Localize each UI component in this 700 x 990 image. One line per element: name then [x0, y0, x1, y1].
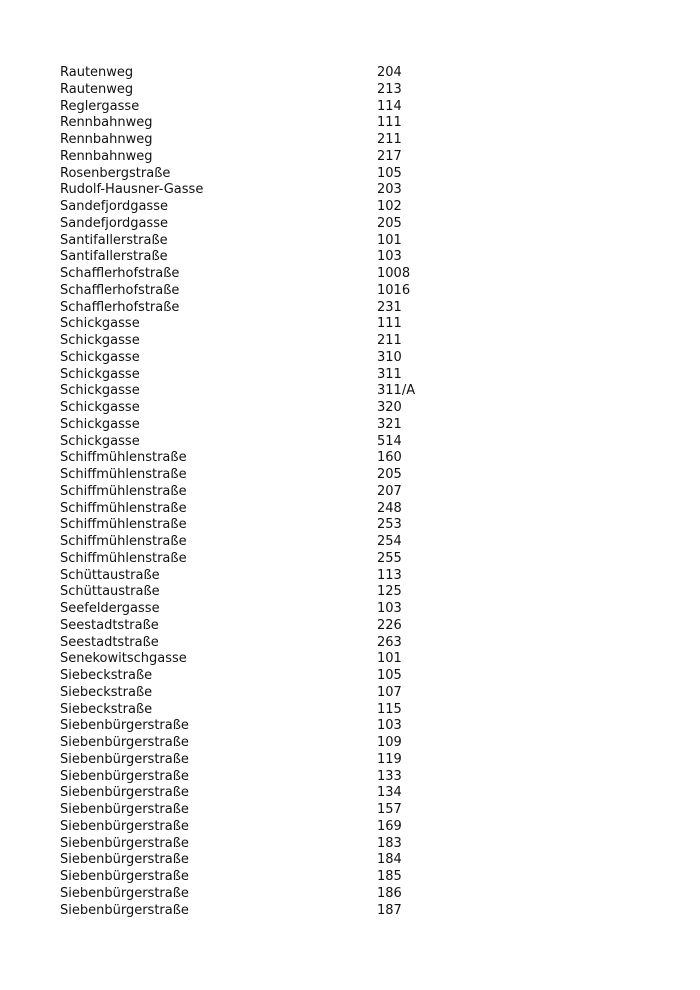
list-item	[60, 450, 660, 467]
house-number: 105	[377, 165, 402, 181]
list-item	[60, 99, 660, 116]
list-item	[60, 517, 660, 534]
house-number: 169	[377, 818, 402, 834]
street-name: Rennbahnweg	[60, 115, 153, 131]
list-item	[60, 216, 660, 233]
list-item	[60, 802, 660, 819]
street-name: Siebeckstraße	[60, 684, 153, 700]
house-number: 217	[377, 148, 402, 164]
house-number: 103	[377, 249, 402, 265]
house-number: 103	[377, 601, 402, 616]
street-name: Siebeckstraße	[60, 668, 153, 683]
street-name: Schiffmühlenstraße	[60, 483, 187, 499]
list-item	[60, 886, 660, 903]
street-name: Schafflerhofstraße	[60, 282, 180, 298]
house-number: 134	[377, 785, 402, 801]
list-item	[60, 651, 660, 668]
house-number: 119	[377, 751, 402, 767]
house-number: 113	[377, 567, 402, 583]
list-item	[60, 367, 660, 384]
list-item	[60, 601, 660, 618]
list-item	[60, 584, 660, 601]
street-name: Siebenbürgerstraße	[60, 869, 189, 884]
house-number: 109	[377, 735, 402, 750]
house-number: 211	[377, 333, 402, 348]
list-item	[60, 785, 660, 802]
list-item	[60, 551, 660, 568]
street-name: Schiffmühlenstraße	[60, 517, 187, 533]
list-item	[60, 333, 660, 350]
street-name: Siebenbürgerstraße	[60, 852, 189, 868]
house-number: 1008	[377, 266, 411, 281]
house-number: 105	[377, 668, 402, 683]
list-item	[60, 769, 660, 786]
list-item	[60, 534, 660, 551]
house-number: 321	[377, 416, 402, 432]
address-list	[60, 65, 660, 919]
street-name: Schiffmühlenstraße	[60, 534, 187, 549]
street-name: Rudolf-Hausner-Gasse	[60, 182, 204, 198]
list-item	[60, 233, 660, 250]
list-item	[60, 149, 660, 166]
list-item	[60, 735, 660, 752]
house-number: 213	[377, 81, 402, 97]
list-item	[60, 467, 660, 484]
list-item	[60, 434, 660, 451]
house-number: 160	[377, 450, 402, 466]
street-name: Schickgasse	[60, 333, 140, 348]
house-number: 102	[377, 199, 402, 214]
house-number: 103	[377, 718, 402, 734]
list-item	[60, 819, 660, 836]
street-name: Sandefjordgasse	[60, 215, 168, 231]
street-name: Schiffmühlenstraße	[60, 550, 187, 566]
list-item	[60, 383, 660, 400]
street-name: Sandefjordgasse	[60, 199, 168, 214]
street-name: Rautenweg	[60, 81, 134, 97]
street-name: Santifallerstraße	[60, 249, 168, 265]
street-name: Rennbahnweg	[60, 148, 153, 164]
street-name: Siebenbürgerstraße	[60, 735, 189, 750]
street-name: Schiffmühlenstraße	[60, 450, 187, 466]
list-item	[60, 82, 660, 99]
house-number: 248	[377, 500, 402, 516]
house-number: 187	[377, 902, 402, 918]
street-name: Siebeckstraße	[60, 701, 153, 717]
house-number: 311/A	[377, 383, 416, 399]
house-number: 133	[377, 768, 402, 784]
house-number: 311	[377, 366, 402, 382]
list-item	[60, 350, 660, 367]
house-number: 111	[377, 316, 402, 332]
list-item	[60, 718, 660, 735]
list-item	[60, 852, 660, 869]
street-name: Schüttaustraße	[60, 584, 160, 600]
list-item	[60, 501, 660, 518]
street-name: Schafflerhofstraße	[60, 266, 180, 281]
street-name: Siebenbürgerstraße	[60, 835, 189, 851]
house-number: 254	[377, 534, 402, 549]
house-number: 125	[377, 584, 402, 600]
house-number: 107	[377, 684, 402, 700]
house-number: 184	[377, 852, 402, 868]
list-item	[60, 903, 660, 920]
house-number: 231	[377, 299, 402, 315]
list-item	[60, 668, 660, 685]
house-number: 185	[377, 869, 402, 884]
street-name: Rosenbergstraße	[60, 165, 171, 181]
house-number: 114	[377, 98, 402, 114]
list-item	[60, 836, 660, 853]
list-item	[60, 249, 660, 266]
house-number: 211	[377, 132, 402, 147]
list-item	[60, 618, 660, 635]
street-name: Schafflerhofstraße	[60, 299, 180, 315]
street-name: Siebenbürgerstraße	[60, 785, 189, 801]
street-name: Siebenbürgerstraße	[60, 768, 189, 784]
house-number: 203	[377, 182, 402, 198]
house-number: 253	[377, 517, 402, 533]
house-number: 310	[377, 349, 402, 365]
list-item	[60, 400, 660, 417]
list-item	[60, 685, 660, 702]
list-item	[60, 65, 660, 82]
list-item	[60, 752, 660, 769]
house-number: 255	[377, 550, 402, 566]
street-name: Siebenbürgerstraße	[60, 718, 189, 734]
house-number: 320	[377, 400, 402, 415]
house-number: 263	[377, 634, 402, 650]
list-item	[60, 869, 660, 886]
street-name: Seefeldergasse	[60, 601, 160, 616]
house-number: 207	[377, 483, 402, 499]
street-name: Santifallerstraße	[60, 232, 168, 248]
street-name: Siebenbürgerstraße	[60, 902, 189, 918]
list-item	[60, 199, 660, 216]
list-item	[60, 702, 660, 719]
street-name: Schickgasse	[60, 416, 140, 432]
house-number: 101	[377, 232, 402, 248]
house-number: 157	[377, 802, 402, 817]
list-item	[60, 568, 660, 585]
house-number: 204	[377, 65, 402, 80]
list-item	[60, 132, 660, 149]
house-number: 205	[377, 215, 402, 231]
street-name: Siebenbürgerstraße	[60, 885, 189, 901]
list-item	[60, 182, 660, 199]
house-number: 1016	[377, 282, 411, 298]
street-name: Senekowitschgasse	[60, 651, 187, 667]
list-item	[60, 115, 660, 132]
street-name: Siebenbürgerstraße	[60, 802, 189, 817]
street-name: Schickgasse	[60, 316, 140, 332]
house-number: 183	[377, 835, 402, 851]
street-name: Schiffmühlenstraße	[60, 467, 187, 482]
street-name: Rennbahnweg	[60, 132, 153, 147]
street-name: Schickgasse	[60, 433, 140, 449]
list-item	[60, 266, 660, 283]
house-number: 205	[377, 467, 402, 482]
house-number: 111	[377, 115, 402, 131]
list-item	[60, 417, 660, 434]
house-number: 226	[377, 617, 402, 633]
list-item	[60, 166, 660, 183]
house-number: 101	[377, 651, 402, 667]
street-name: Rautenweg	[60, 65, 134, 80]
street-name: Reglergasse	[60, 98, 140, 114]
list-item	[60, 300, 660, 317]
street-name: Schickgasse	[60, 400, 140, 415]
street-name: Schiffmühlenstraße	[60, 500, 187, 516]
street-name: Siebenbürgerstraße	[60, 751, 189, 767]
street-name: Schickgasse	[60, 366, 140, 382]
list-item	[60, 635, 660, 652]
house-number: 115	[377, 701, 402, 717]
street-name: Schickgasse	[60, 383, 140, 399]
street-name: Siebenbürgerstraße	[60, 818, 189, 834]
house-number: 514	[377, 433, 402, 449]
list-item	[60, 316, 660, 333]
street-name: Seestadtstraße	[60, 617, 159, 633]
street-name: Schüttaustraße	[60, 567, 160, 583]
street-name: Seestadtstraße	[60, 634, 159, 650]
street-name: Schickgasse	[60, 349, 140, 365]
list-item	[60, 283, 660, 300]
house-number: 186	[377, 885, 402, 901]
list-item	[60, 484, 660, 501]
